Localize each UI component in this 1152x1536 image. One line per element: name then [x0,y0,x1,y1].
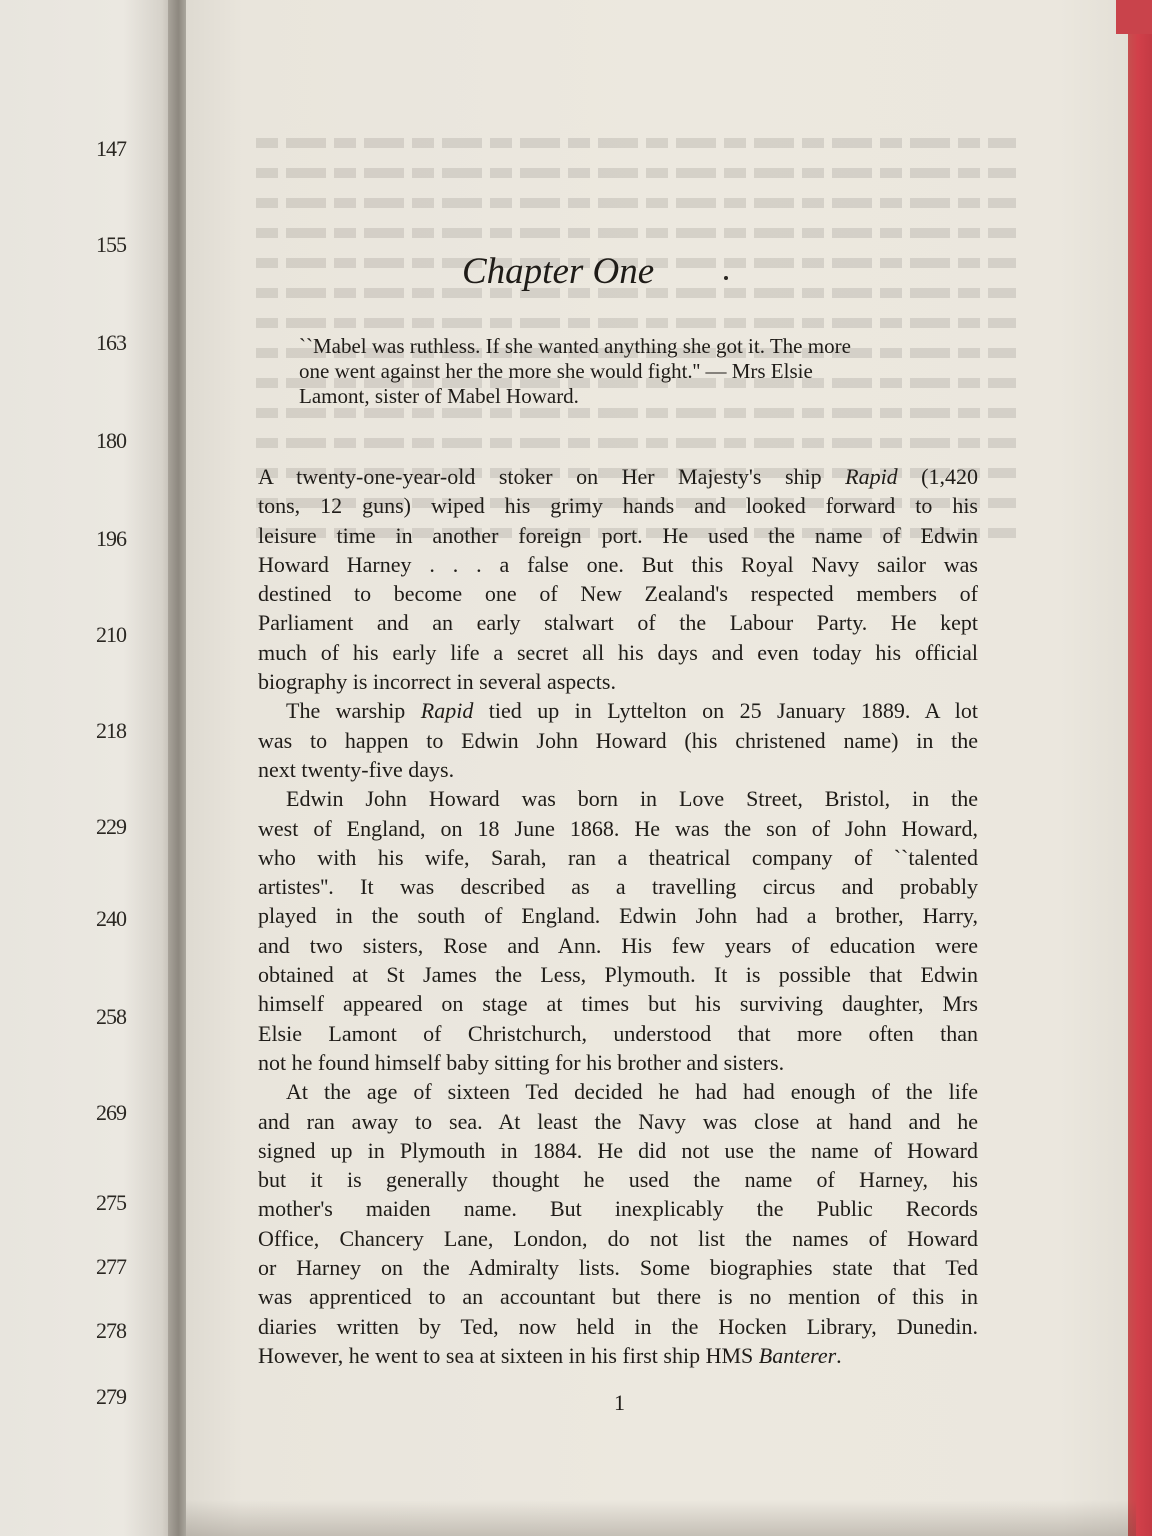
text-line: Howard Harney . . . a false one. But this Royal Navy sailor was [258,551,978,577]
text-line: However, he went to sea at sixteen in his first ship HMS Banterer. [258,1342,842,1368]
text-line: played in the south of England. Edwin John had a brother, Harry, [258,903,978,929]
text-line: was to happen to Edwin John Howard (his christened name) in the [258,727,978,753]
epigraph-line: one went against her the more she would fight.'' — Mrs Elsie [299,359,813,383]
text-line: Parliament and an early stalwart of the Labour Party. He kept [258,610,978,636]
text-line: artistes''. It was described as a travelling circus and probably [258,874,978,900]
contents-page-number: 147 [96,136,126,161]
contents-page-number: 269 [96,1100,126,1125]
text-line: west of England, on 18 June 1868. He was the son of John Howard, [258,815,978,841]
epigraph-line: Lamont, sister of Mabel Howard. [299,384,579,408]
text-line: Office, Chancery Lane, London, do not list the names of Howard [258,1225,978,1251]
chapter-title: Chapter One [462,251,655,292]
contents-page-number: 163 [96,330,126,355]
text-line: himself appeared on stage at times but his surviving daughter, Mrs [258,991,978,1017]
text-line: or Harney on the Admiralty lists. Some biographies state that Ted [258,1255,978,1281]
contents-page-number: 229 [96,814,126,839]
text-line: was apprenticed to an accountant but there is no mention of this in [258,1284,978,1310]
text-line: tons, 12 guns) wiped his grimy hands and looked forward to his [258,493,978,519]
paragraph [258,1077,978,1370]
text-line: and two sisters, Rose and Ann. His few years of education were [258,932,978,958]
text-line: Edwin John Howard was born in Love Street, Bristol, in the [286,786,978,812]
text-line: who with his wife, Sarah, ran a theatrical company of ``talented [258,844,978,870]
paragraph [258,462,978,696]
text-line: but it is generally thought he used the name of Harney, his [258,1167,978,1193]
contents-page-number: 279 [96,1384,126,1409]
paragraph [258,696,978,784]
text-line: Elsie Lamont of Christchurch, understood that more often than [258,1020,978,1046]
paragraph [258,784,978,1077]
text-line: mother's maiden name. But inexplicably the Public Records [258,1196,978,1222]
chapter-body [258,462,978,1370]
red-cover-corner [1116,0,1152,34]
text-line: At the age of sixteen Ted decided he had had enough of the life [286,1079,978,1105]
text-line: next twenty-five days. [258,756,455,782]
page-bottom-shadow [186,1500,1136,1536]
contents-page-number: 258 [96,1004,126,1029]
contents-page-number: 218 [96,718,126,743]
text-line: A twenty-one-year-old stoker on Her Majesty's ship Rapid (1,420 [258,464,979,489]
contents-page-numbers [0,0,176,1536]
contents-page-number: 196 [96,526,126,551]
page-folio: 1 [614,1390,625,1415]
epigraph-line: ``Mabel was ruthless. If she wanted anything she got it. The more [299,334,851,358]
text-line: much of his early life a secret all his days and even today his official [258,639,978,665]
text-line: leisure time in another foreign port. He used the name of Edwin [258,522,978,548]
contents-page-number: 278 [96,1318,126,1343]
ship-name: Banterer [758,1342,837,1368]
text-line: and ran away to sea. At least the Navy was close at hand and he [258,1108,978,1134]
title-mark [724,276,728,280]
text-line: diaries written by Ted, now held in the Hocken Library, Dunedin. [258,1313,978,1339]
ship-name: Rapid [420,698,474,724]
text-line: obtained at St James the Less, Plymouth. It is possible that Edwin [258,962,978,988]
contents-page-number: 180 [96,428,126,453]
contents-page-number: 240 [96,906,126,931]
red-cover-edge [1128,0,1152,1536]
contents-page-number: 210 [96,622,126,647]
contents-page-number: 277 [96,1254,126,1279]
ship-name: Rapid [845,464,898,489]
text-line: The warship Rapid tied up in Lyttelton on 25 January 1889. A lot [286,698,978,724]
contents-page-number: 275 [96,1190,126,1215]
text-line: not he found himself baby sitting for his brother and sisters. [258,1049,785,1075]
text-line: signed up in Plymouth in 1884. He did not use the name of Howard [258,1137,978,1163]
contents-page-number: 155 [96,232,126,257]
text-line: destined to become one of New Zealand's respected members of [258,581,978,607]
text-line: biography is incorrect in several aspects. [258,669,616,695]
epigraph [299,334,939,409]
contents-page [0,0,176,1536]
